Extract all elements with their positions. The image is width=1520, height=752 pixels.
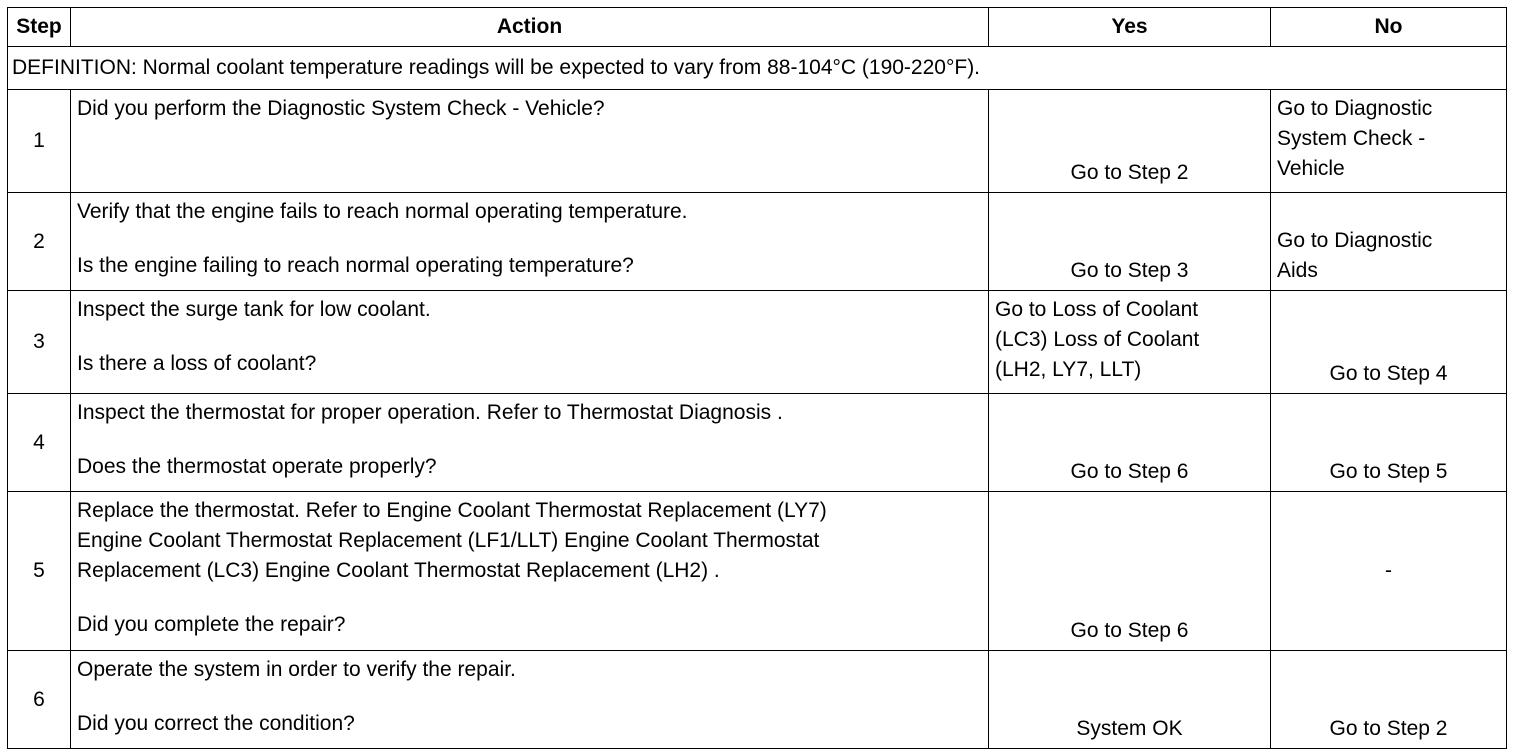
no-value: - [1385,559,1392,582]
yes-cell [989,492,1271,651]
header-yes: Yes [989,8,1271,47]
no-link[interactable]: Go to Step 4 [1329,362,1448,385]
action-text: Inspect the thermostat for proper operation. Refer to Thermostat Diagnosis . [77,401,783,424]
yes-cell [989,90,1271,193]
no-cell [1271,193,1507,291]
no-link[interactable]: Go to Step 2 [1329,717,1448,740]
action-cell [71,291,989,394]
step-number: 4 [8,394,71,492]
table-row [8,492,1507,651]
table-row [8,291,1507,394]
step-number: 2 [8,193,71,291]
action-cell [71,90,989,193]
action-question: Did you complete the repair? [77,613,346,636]
action-text: Operate the system in order to verify the repair. [77,658,516,681]
action-question: Is there a loss of coolant? [77,352,317,375]
action-question: Did you correct the condition? [77,712,355,735]
yes-link[interactable]: Go to Step 2 [1070,161,1189,184]
no-cell [1271,394,1507,492]
yes-cell [989,394,1271,492]
no-cell [1271,492,1507,651]
action-cell [71,492,989,651]
no-cell [1271,90,1507,193]
no-link[interactable]: Go to Diagnostic System Check - Vehicle [1277,97,1433,180]
table-row [8,193,1507,291]
step-number: 1 [8,90,71,193]
yes-link[interactable]: System OK [1076,717,1183,740]
yes-cell [989,193,1271,291]
header-no: No [1271,8,1507,47]
header-row [8,8,1507,47]
diagnostic-table [7,7,1507,749]
definition-row [8,47,1507,90]
step-number: 5 [8,492,71,651]
yes-cell [989,291,1271,394]
no-link[interactable]: Go to Diagnostic Aids [1277,229,1433,282]
yes-link[interactable]: Go to Step 6 [1070,460,1189,483]
yes-link[interactable]: Go to Step 6 [1070,619,1189,642]
yes-link[interactable]: Go to Loss of Coolant (LC3) Loss of Coolant (LH2, LY7, LLT) [995,298,1200,381]
header-step: Step [8,8,71,47]
header-action: Action [71,8,989,47]
action-text: Did you perform the Diagnostic System Check - Vehicle? [77,97,605,120]
definition-text: DEFINITION: Normal coolant temperature readings will be expected to vary from 88-104°C (190-220°F). [8,47,1507,90]
step-number: 6 [8,651,71,749]
action-cell [71,394,989,492]
table-row [8,394,1507,492]
table-row [8,90,1507,193]
step-number: 3 [8,291,71,394]
action-question: Is the engine failing to reach normal operating temperature? [77,254,634,277]
action-question: Does the thermostat operate properly? [77,455,437,478]
no-cell [1271,651,1507,749]
action-text: Replace the thermostat. Refer to Engine Coolant Thermostat Replacement (LY7) Engine Coolant Thermostat Replacement (LF1/LLT) Engine Coolant Thermostat Replacement (LC3) Engine Coolant Thermostat Replacement (LH2) . [77,499,827,582]
yes-link[interactable]: Go to Step 3 [1070,259,1189,282]
yes-cell [989,651,1271,749]
table-row [8,651,1507,749]
no-cell [1271,291,1507,394]
action-text: Inspect the surge tank for low coolant. [77,298,431,321]
action-cell [71,651,989,749]
action-cell [71,193,989,291]
no-link[interactable]: Go to Step 5 [1329,460,1448,483]
action-text: Verify that the engine fails to reach normal operating temperature. [77,200,688,223]
